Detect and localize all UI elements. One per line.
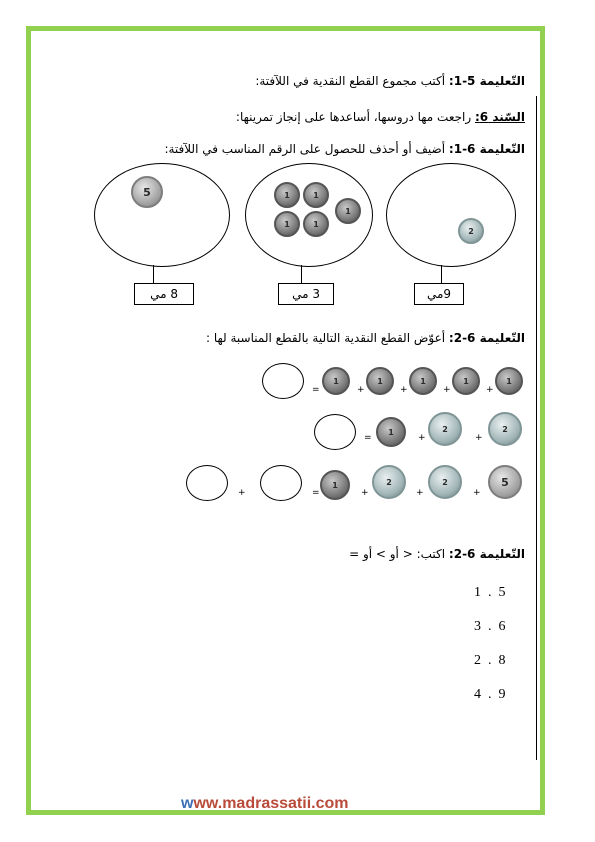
coin-5-icon: 5 (131, 176, 163, 208)
instruction-6-1 (164, 142, 525, 156)
coin-bag-3 (386, 163, 516, 267)
instruction-label: التّعليمة 6-2: (448, 547, 525, 561)
instruction-6-2b (349, 547, 525, 561)
instruction-label: التّعليمة 6-2: (448, 331, 525, 345)
coin-1-icon: 1 (409, 367, 437, 395)
plus-sign: + (400, 385, 408, 395)
instruction-text: أضيف أو أحذف للحصول على الرقم المناسب في اللآفتة: (164, 142, 449, 156)
coin-1-icon: 1 (303, 211, 329, 237)
plus-sign: + (416, 488, 424, 498)
support-6 (236, 110, 525, 124)
instruction-text: أعوّض القطع النقدية التالية بالقطع المناسبة لها : (205, 331, 449, 345)
instruction-text: أكتب مجموع القطع النقدية في اللآفتة: (255, 74, 449, 88)
coin-1-icon: 1 (274, 211, 300, 237)
plus-sign: + (443, 385, 451, 395)
coin-2-icon: 2 (372, 465, 406, 499)
coin-1-icon: 1 (322, 367, 350, 395)
coin-1-icon: 1 (452, 367, 480, 395)
coin-bag-1 (94, 163, 230, 267)
plus-sign: + (475, 433, 483, 443)
price-tag-2: 3 مي (278, 283, 334, 305)
answer-circle[interactable] (314, 414, 356, 450)
plus-sign: + (486, 385, 494, 395)
margin-line (536, 96, 537, 760)
coin-1-icon: 1 (274, 182, 300, 208)
coin-2-icon: 2 (488, 412, 522, 446)
website-footer: www.madrassatii.com (181, 795, 349, 812)
coin-5-icon: 5 (488, 465, 522, 499)
answer-circle[interactable] (260, 465, 302, 501)
connector (153, 265, 154, 283)
plus-sign: + (357, 385, 365, 395)
answer-circle[interactable] (186, 465, 228, 501)
support-label: السّند 6: (474, 110, 525, 124)
equals-sign: = (312, 385, 320, 395)
coin-1-icon: 1 (303, 182, 329, 208)
comparison-row[interactable]: 1 . 5 (474, 585, 506, 600)
comparison-row[interactable]: 4 . 9 (474, 687, 506, 702)
comparison-row[interactable]: 2 . 8 (474, 653, 506, 668)
equals-sign: = (364, 433, 372, 443)
coin-2-icon: 2 (458, 218, 484, 244)
coin-1-icon: 1 (335, 198, 361, 224)
answer-circle[interactable] (262, 363, 304, 399)
coin-1-icon: 1 (320, 470, 350, 500)
plus-sign: + (238, 488, 246, 498)
instruction-6-2a (206, 331, 525, 345)
comparison-row[interactable]: 3 . 6 (474, 619, 506, 634)
support-text: راجعت مها دروسها، أساعدها على إنجاز تمرينها: (235, 110, 475, 124)
coin-1-icon: 1 (495, 367, 523, 395)
instruction-5-1 (255, 74, 525, 88)
price-tag-1: 8 مي (134, 283, 194, 305)
coin-2-icon: 2 (428, 412, 462, 446)
coin-1-icon: 1 (366, 367, 394, 395)
instruction-text: اكتب: < أو > أو = (349, 547, 449, 561)
plus-sign: + (418, 433, 426, 443)
coin-1-icon: 1 (376, 417, 406, 447)
price-tag-3: 9مي (414, 283, 464, 305)
instruction-label: التّعليمة 5-1: (448, 74, 525, 88)
equals-sign: = (312, 488, 320, 498)
coin-2-icon: 2 (428, 465, 462, 499)
connector (301, 265, 302, 283)
plus-sign: + (361, 488, 369, 498)
connector (441, 265, 442, 283)
plus-sign: + (473, 488, 481, 498)
instruction-label: التّعليمة 6-1: (448, 142, 525, 156)
